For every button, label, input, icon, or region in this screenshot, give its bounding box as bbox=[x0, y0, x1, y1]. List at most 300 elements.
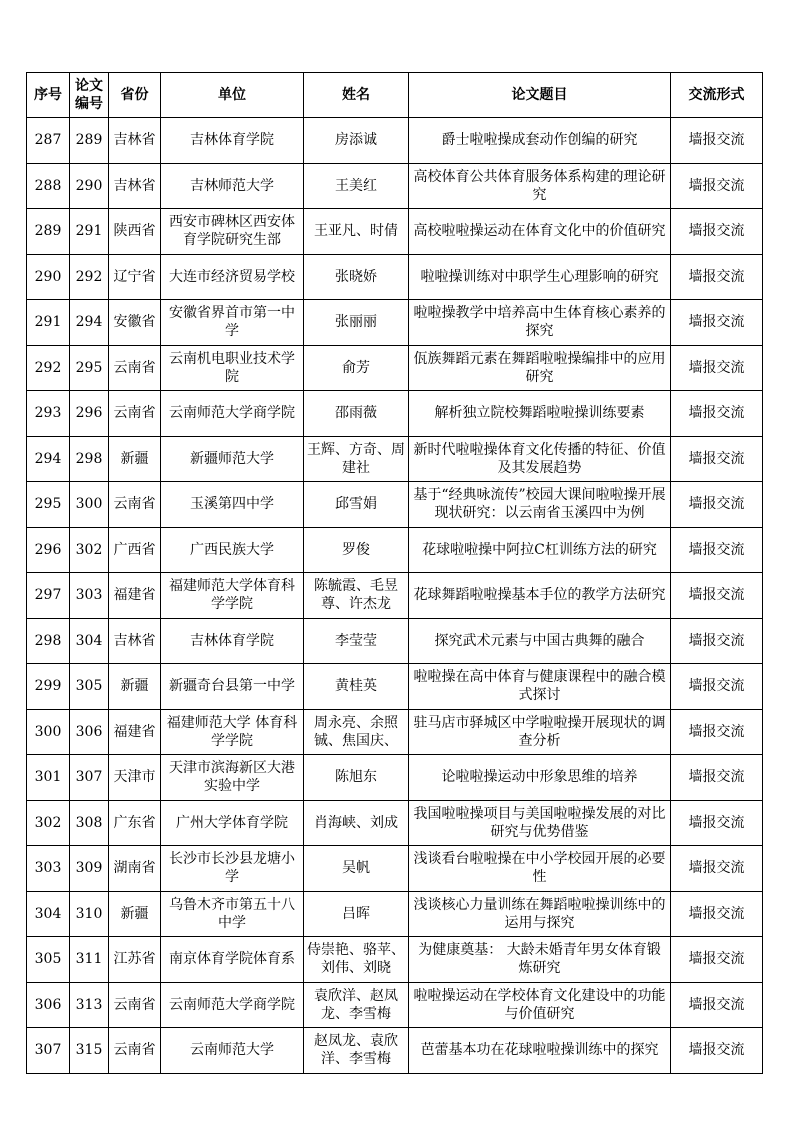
cell-format-text: 墙报交流 bbox=[688, 814, 745, 831]
cell-title bbox=[409, 436, 671, 482]
cell-format bbox=[671, 937, 763, 983]
cell-province bbox=[109, 1028, 161, 1074]
cell-name bbox=[304, 254, 409, 300]
cell-title bbox=[409, 846, 671, 892]
cell-paper-no-text: 308 bbox=[75, 814, 103, 831]
cell-seq-text: 289 bbox=[34, 223, 62, 240]
cell-province-text: 广西省 bbox=[113, 541, 156, 558]
table-row bbox=[27, 846, 763, 892]
cell-province-text: 安徽省 bbox=[113, 314, 156, 331]
cell-title-text: 啦啦操运动在学校体育文化建设中的功能与价值研究 bbox=[413, 987, 666, 1022]
cell-format bbox=[671, 891, 763, 937]
cell-name bbox=[304, 163, 409, 209]
table-body bbox=[27, 118, 763, 1074]
cell-title-text: 芭蕾基本功在花球啦啦操训练中的探究 bbox=[420, 1042, 659, 1059]
cell-unit-text: 安徽省界首市第一中学 bbox=[169, 305, 295, 340]
cell-format-text: 墙报交流 bbox=[688, 359, 745, 376]
cell-province bbox=[109, 755, 161, 801]
cell-paper-no bbox=[70, 209, 109, 255]
table-header-row bbox=[27, 73, 763, 118]
cell-seq-text: 294 bbox=[34, 450, 62, 467]
cell-paper-no-text: 295 bbox=[75, 359, 103, 376]
cell-title-text: 浅谈看台啦啦操在中小学校园开展的必要性 bbox=[413, 851, 666, 886]
cell-name bbox=[304, 527, 409, 573]
cell-format bbox=[671, 482, 763, 528]
cell-format bbox=[671, 163, 763, 209]
cell-unit bbox=[161, 118, 304, 164]
cell-province bbox=[109, 436, 161, 482]
cell-name bbox=[304, 482, 409, 528]
cell-seq bbox=[27, 436, 70, 482]
cell-title bbox=[409, 163, 671, 209]
cell-name bbox=[304, 618, 409, 664]
cell-name-text: 黄桂英 bbox=[335, 678, 377, 695]
cell-title-text: 啦啦操在高中体育与健康课程中的融合模式探讨 bbox=[413, 669, 666, 704]
cell-title bbox=[409, 937, 671, 983]
cell-name-text: 陈旭东 bbox=[335, 769, 377, 786]
cell-unit bbox=[161, 482, 304, 528]
cell-paper-no-text: 300 bbox=[75, 496, 103, 513]
cell-unit bbox=[161, 709, 304, 755]
cell-title-text: 爵士啦啦操成套动作创编的研究 bbox=[441, 132, 638, 149]
cell-name bbox=[304, 391, 409, 437]
cell-unit bbox=[161, 527, 304, 573]
cell-province bbox=[109, 937, 161, 983]
cell-unit bbox=[161, 391, 304, 437]
cell-paper-no-text: 290 bbox=[75, 177, 103, 194]
cell-format-text: 墙报交流 bbox=[688, 496, 745, 513]
cell-province bbox=[109, 163, 161, 209]
cell-paper-no bbox=[70, 982, 109, 1028]
cell-paper-no bbox=[70, 755, 109, 801]
cell-seq bbox=[27, 982, 70, 1028]
cell-format-text: 墙报交流 bbox=[688, 951, 745, 968]
cell-format bbox=[671, 573, 763, 619]
cell-seq bbox=[27, 345, 70, 391]
table-row bbox=[27, 163, 763, 209]
table-row bbox=[27, 436, 763, 482]
cell-seq-text: 293 bbox=[34, 405, 62, 422]
cell-province bbox=[109, 300, 161, 346]
cell-paper-no-text: 311 bbox=[75, 951, 103, 968]
cell-format-text: 墙报交流 bbox=[688, 587, 745, 604]
cell-paper-no-text: 294 bbox=[75, 314, 103, 331]
cell-paper-no bbox=[70, 891, 109, 937]
cell-name-text: 周永亮、余照铖、焦国庆、 bbox=[314, 714, 398, 749]
cell-province-text: 天津市 bbox=[113, 769, 156, 786]
cell-name-text: 李莹莹 bbox=[335, 632, 377, 649]
cell-name-text: 王美红 bbox=[335, 177, 377, 194]
cell-format-text: 墙报交流 bbox=[688, 905, 745, 922]
cell-paper-no-text: 305 bbox=[75, 678, 103, 695]
cell-title bbox=[409, 982, 671, 1028]
table-row bbox=[27, 527, 763, 573]
cell-paper-no bbox=[70, 118, 109, 164]
cell-province bbox=[109, 618, 161, 664]
cell-unit bbox=[161, 891, 304, 937]
cell-seq bbox=[27, 709, 70, 755]
cell-title bbox=[409, 800, 671, 846]
header-title: 论文题目 bbox=[409, 73, 671, 118]
cell-title-text: 啦啦操教学中培养高中生体育核心素养的探究 bbox=[413, 305, 666, 340]
cell-title-text: 啦啦操训练对中职学生心理影响的研究 bbox=[420, 268, 659, 285]
cell-seq-text: 304 bbox=[34, 905, 62, 922]
cell-paper-no-text: 296 bbox=[75, 405, 103, 422]
cell-seq-text: 300 bbox=[34, 723, 62, 740]
cell-province-text: 云南省 bbox=[113, 405, 156, 422]
cell-name bbox=[304, 345, 409, 391]
cell-seq bbox=[27, 891, 70, 937]
cell-name-text: 王辉、方奇、周建社 bbox=[307, 441, 405, 476]
cell-format-text: 墙报交流 bbox=[688, 450, 745, 467]
cell-title bbox=[409, 254, 671, 300]
cell-unit bbox=[161, 664, 304, 710]
cell-unit-text: 南京体育学院体育系 bbox=[169, 951, 295, 968]
cell-unit-text: 新疆师范大学 bbox=[190, 450, 274, 467]
cell-paper-no-text: 302 bbox=[75, 541, 103, 558]
cell-name bbox=[304, 664, 409, 710]
table-row bbox=[27, 300, 763, 346]
cell-name-text: 罗俊 bbox=[342, 541, 370, 558]
cell-province-text: 云南省 bbox=[113, 496, 156, 513]
cell-province-text: 吉林省 bbox=[113, 132, 156, 149]
cell-title-text: 驻马店市驿城区中学啦啦操开展现状的调查分析 bbox=[413, 714, 666, 749]
table-row bbox=[27, 800, 763, 846]
cell-seq bbox=[27, 118, 70, 164]
cell-title-text: 花球啦啦操中阿拉C杠训练方法的研究 bbox=[422, 541, 657, 558]
cell-format bbox=[671, 391, 763, 437]
cell-format bbox=[671, 300, 763, 346]
cell-name-text: 俞芳 bbox=[342, 359, 370, 376]
cell-unit-text: 广西民族大学 bbox=[190, 541, 274, 558]
cell-title-text: 高校啦啦操运动在体育文化中的价值研究 bbox=[413, 223, 666, 240]
cell-province-text: 吉林省 bbox=[113, 632, 156, 649]
cell-name bbox=[304, 436, 409, 482]
cell-name bbox=[304, 209, 409, 255]
cell-unit-text: 长沙市长沙县龙塘小学 bbox=[169, 851, 295, 886]
table-row bbox=[27, 982, 763, 1028]
cell-seq-text: 288 bbox=[34, 177, 62, 194]
cell-format bbox=[671, 846, 763, 892]
cell-title-text: 我国啦啦操项目与美国啦啦操发展的对比研究与优势借鉴 bbox=[413, 805, 666, 840]
cell-seq-text: 306 bbox=[34, 996, 62, 1013]
cell-name bbox=[304, 800, 409, 846]
cell-seq-text: 287 bbox=[34, 132, 62, 149]
cell-paper-no-text: 315 bbox=[75, 1042, 103, 1059]
cell-seq bbox=[27, 254, 70, 300]
cell-title bbox=[409, 755, 671, 801]
cell-name-text: 吕晖 bbox=[342, 905, 370, 922]
cell-province bbox=[109, 800, 161, 846]
cell-format bbox=[671, 118, 763, 164]
cell-title bbox=[409, 709, 671, 755]
cell-title bbox=[409, 573, 671, 619]
cell-paper-no-text: 298 bbox=[75, 450, 103, 467]
cell-paper-no-text: 289 bbox=[75, 132, 103, 149]
table-row bbox=[27, 254, 763, 300]
cell-name bbox=[304, 846, 409, 892]
cell-province-text: 陕西省 bbox=[113, 223, 156, 240]
cell-unit bbox=[161, 618, 304, 664]
cell-name-text: 陈毓霞、毛昱尊、许杰龙 bbox=[314, 578, 398, 613]
cell-title bbox=[409, 391, 671, 437]
cell-paper-no-text: 291 bbox=[75, 223, 103, 240]
cell-paper-no bbox=[70, 436, 109, 482]
cell-seq-text: 303 bbox=[34, 860, 62, 877]
cell-seq-text: 299 bbox=[34, 678, 62, 695]
table-row bbox=[27, 573, 763, 619]
cell-seq-text: 297 bbox=[34, 587, 62, 604]
cell-format-text: 墙报交流 bbox=[688, 223, 745, 240]
cell-format-text: 墙报交流 bbox=[688, 268, 745, 285]
cell-format bbox=[671, 436, 763, 482]
cell-title bbox=[409, 527, 671, 573]
cell-province bbox=[109, 573, 161, 619]
cell-name-text: 肖海峡、刘成 bbox=[314, 814, 398, 831]
cell-format-text: 墙报交流 bbox=[688, 632, 745, 649]
cell-title bbox=[409, 482, 671, 528]
cell-unit bbox=[161, 1028, 304, 1074]
cell-format bbox=[671, 982, 763, 1028]
header-format: 交流形式 bbox=[671, 73, 763, 118]
cell-title-text: 高校体育公共体育服务体系构建的理论研究 bbox=[413, 168, 666, 203]
cell-seq bbox=[27, 846, 70, 892]
cell-seq-text: 298 bbox=[34, 632, 62, 649]
cell-seq-text: 295 bbox=[34, 496, 62, 513]
cell-format bbox=[671, 618, 763, 664]
cell-paper-no bbox=[70, 1028, 109, 1074]
cell-format bbox=[671, 664, 763, 710]
cell-unit-text: 云南师范大学商学院 bbox=[169, 996, 295, 1013]
cell-province-text: 吉林省 bbox=[113, 177, 156, 194]
header-seq: 序号 bbox=[27, 73, 70, 118]
cell-province bbox=[109, 982, 161, 1028]
cell-paper-no bbox=[70, 573, 109, 619]
cell-format-text: 墙报交流 bbox=[688, 1042, 745, 1059]
cell-unit-text: 乌鲁木齐市第五十八中学 bbox=[169, 896, 295, 931]
header-unit: 单位 bbox=[161, 73, 304, 118]
table-row bbox=[27, 391, 763, 437]
cell-unit bbox=[161, 163, 304, 209]
cell-province-text: 云南省 bbox=[113, 1042, 156, 1059]
cell-format bbox=[671, 800, 763, 846]
cell-name-text: 赵凤龙、袁欣洋、李雪梅 bbox=[314, 1033, 398, 1068]
cell-format-text: 墙报交流 bbox=[688, 177, 745, 194]
cell-title bbox=[409, 664, 671, 710]
cell-province-text: 广东省 bbox=[113, 814, 156, 831]
cell-unit bbox=[161, 573, 304, 619]
cell-title bbox=[409, 891, 671, 937]
cell-unit-text: 吉林体育学院 bbox=[190, 632, 274, 649]
cell-name-text: 吴帆 bbox=[342, 860, 370, 877]
cell-format bbox=[671, 345, 763, 391]
table-row bbox=[27, 618, 763, 664]
cell-name bbox=[304, 755, 409, 801]
table-row bbox=[27, 709, 763, 755]
cell-name-text: 侍崇艳、骆苹、刘伟、刘晓 bbox=[307, 942, 405, 977]
cell-seq bbox=[27, 755, 70, 801]
cell-name bbox=[304, 709, 409, 755]
cell-title-text: 基于“经典咏流传”校园大课间啦啦操开展现状研究：以云南省玉溪四中为例 bbox=[413, 487, 666, 522]
cell-name-text: 张丽丽 bbox=[335, 314, 377, 331]
cell-format-text: 墙报交流 bbox=[688, 723, 745, 740]
cell-unit bbox=[161, 209, 304, 255]
cell-title-text: 探究武术元素与中国古典舞的融合 bbox=[434, 632, 645, 649]
cell-unit bbox=[161, 937, 304, 983]
cell-unit-text: 新疆奇台县第一中学 bbox=[169, 678, 295, 695]
cell-province bbox=[109, 846, 161, 892]
cell-province bbox=[109, 345, 161, 391]
cell-seq bbox=[27, 800, 70, 846]
cell-unit-text: 吉林师范大学 bbox=[190, 177, 274, 194]
cell-seq-text: 307 bbox=[34, 1042, 62, 1059]
cell-unit-text: 云南师范大学商学院 bbox=[169, 405, 295, 422]
cell-format-text: 墙报交流 bbox=[688, 860, 745, 877]
cell-name bbox=[304, 118, 409, 164]
cell-paper-no bbox=[70, 391, 109, 437]
cell-unit bbox=[161, 300, 304, 346]
cell-name-text: 王亚凡、时倩 bbox=[314, 223, 398, 240]
cell-province-text: 新疆 bbox=[120, 678, 149, 695]
cell-format bbox=[671, 209, 763, 255]
cell-format bbox=[671, 527, 763, 573]
cell-paper-no bbox=[70, 937, 109, 983]
cell-unit-text: 广州大学体育学院 bbox=[176, 814, 288, 831]
cell-seq bbox=[27, 300, 70, 346]
table-row bbox=[27, 664, 763, 710]
cell-seq bbox=[27, 573, 70, 619]
cell-seq-text: 291 bbox=[34, 314, 62, 331]
cell-name bbox=[304, 300, 409, 346]
cell-seq bbox=[27, 482, 70, 528]
cell-seq bbox=[27, 1028, 70, 1074]
table-row bbox=[27, 937, 763, 983]
cell-title-text: 论啦啦操运动中形象思维的培养 bbox=[441, 769, 638, 786]
cell-province-text: 湖南省 bbox=[113, 860, 156, 877]
cell-title-text: 浅谈核心力量训练在舞蹈啦啦操训练中的运用与探究 bbox=[413, 896, 666, 931]
cell-seq bbox=[27, 391, 70, 437]
cell-province-text: 福建省 bbox=[113, 723, 156, 740]
cell-seq bbox=[27, 937, 70, 983]
cell-unit-text: 云南师范大学 bbox=[190, 1042, 274, 1059]
cell-format-text: 墙报交流 bbox=[688, 541, 745, 558]
cell-title bbox=[409, 1028, 671, 1074]
cell-paper-no bbox=[70, 482, 109, 528]
cell-province bbox=[109, 391, 161, 437]
cell-paper-no bbox=[70, 846, 109, 892]
cell-title bbox=[409, 209, 671, 255]
cell-title-text: 新时代啦啦操体育文化传播的特征、价值及其发展趋势 bbox=[413, 441, 666, 476]
cell-name bbox=[304, 573, 409, 619]
cell-format bbox=[671, 254, 763, 300]
cell-title bbox=[409, 118, 671, 164]
cell-province bbox=[109, 891, 161, 937]
cell-province bbox=[109, 664, 161, 710]
cell-paper-no-text: 307 bbox=[75, 769, 103, 786]
cell-seq bbox=[27, 527, 70, 573]
cell-paper-no bbox=[70, 709, 109, 755]
cell-unit-text: 福建师范大学 体育科学学院 bbox=[166, 714, 298, 749]
table-row bbox=[27, 345, 763, 391]
cell-name-text: 袁欣洋、赵凤龙、李雪梅 bbox=[314, 987, 398, 1022]
cell-paper-no bbox=[70, 618, 109, 664]
cell-paper-no bbox=[70, 664, 109, 710]
cell-name bbox=[304, 937, 409, 983]
cell-unit-text: 天津市滨海新区大港实验中学 bbox=[169, 760, 295, 795]
cell-seq-text: 296 bbox=[34, 541, 62, 558]
cell-unit bbox=[161, 846, 304, 892]
header-paper-no: 论文编号 bbox=[70, 73, 109, 118]
cell-province-text: 新疆 bbox=[120, 905, 149, 922]
cell-paper-no bbox=[70, 300, 109, 346]
cell-title-text: 解析独立院校舞蹈啦啦操训练要素 bbox=[434, 405, 645, 422]
cell-name-text: 邱雪娟 bbox=[335, 496, 377, 513]
cell-province bbox=[109, 254, 161, 300]
cell-unit bbox=[161, 982, 304, 1028]
cell-name bbox=[304, 982, 409, 1028]
cell-paper-no bbox=[70, 527, 109, 573]
header-province: 省份 bbox=[109, 73, 161, 118]
cell-paper-no-text: 313 bbox=[75, 996, 103, 1013]
cell-unit bbox=[161, 800, 304, 846]
cell-paper-no-text: 306 bbox=[75, 723, 103, 740]
cell-seq bbox=[27, 163, 70, 209]
cell-seq bbox=[27, 618, 70, 664]
cell-unit-text: 西安市碑林区西安体育学院研究生部 bbox=[169, 214, 295, 249]
cell-format-text: 墙报交流 bbox=[688, 132, 745, 149]
cell-seq bbox=[27, 209, 70, 255]
cell-title-text: 佤族舞蹈元素在舞蹈啦啦操编排中的应用研究 bbox=[413, 350, 666, 385]
cell-paper-no-text: 309 bbox=[75, 860, 103, 877]
cell-paper-no bbox=[70, 800, 109, 846]
cell-unit bbox=[161, 345, 304, 391]
cell-format-text: 墙报交流 bbox=[688, 678, 745, 695]
cell-paper-no bbox=[70, 345, 109, 391]
header-name: 姓名 bbox=[304, 73, 409, 118]
cell-unit bbox=[161, 436, 304, 482]
cell-format bbox=[671, 755, 763, 801]
table-row bbox=[27, 118, 763, 164]
cell-province bbox=[109, 118, 161, 164]
cell-unit bbox=[161, 254, 304, 300]
cell-format bbox=[671, 709, 763, 755]
table-row bbox=[27, 482, 763, 528]
cell-paper-no-text: 292 bbox=[75, 268, 103, 285]
cell-province bbox=[109, 209, 161, 255]
cell-title bbox=[409, 345, 671, 391]
cell-province-text: 云南省 bbox=[113, 359, 156, 376]
cell-unit-text: 吉林体育学院 bbox=[190, 132, 274, 149]
cell-province bbox=[109, 709, 161, 755]
cell-unit-text: 玉溪第四中学 bbox=[190, 496, 274, 513]
cell-title-text: 花球舞蹈啦啦操基本手位的教学方法研究 bbox=[413, 587, 666, 604]
cell-unit bbox=[161, 755, 304, 801]
cell-paper-no-text: 304 bbox=[75, 632, 103, 649]
cell-name bbox=[304, 1028, 409, 1074]
cell-name bbox=[304, 891, 409, 937]
table-row bbox=[27, 1028, 763, 1074]
cell-seq-text: 292 bbox=[34, 359, 62, 376]
cell-paper-no bbox=[70, 254, 109, 300]
cell-format-text: 墙报交流 bbox=[688, 405, 745, 422]
cell-province-text: 新疆 bbox=[120, 450, 149, 467]
cell-province bbox=[109, 527, 161, 573]
cell-province-text: 辽宁省 bbox=[113, 268, 156, 285]
cell-province-text: 云南省 bbox=[113, 996, 156, 1013]
cell-seq-text: 301 bbox=[34, 769, 62, 786]
cell-seq bbox=[27, 664, 70, 710]
table-row bbox=[27, 755, 763, 801]
